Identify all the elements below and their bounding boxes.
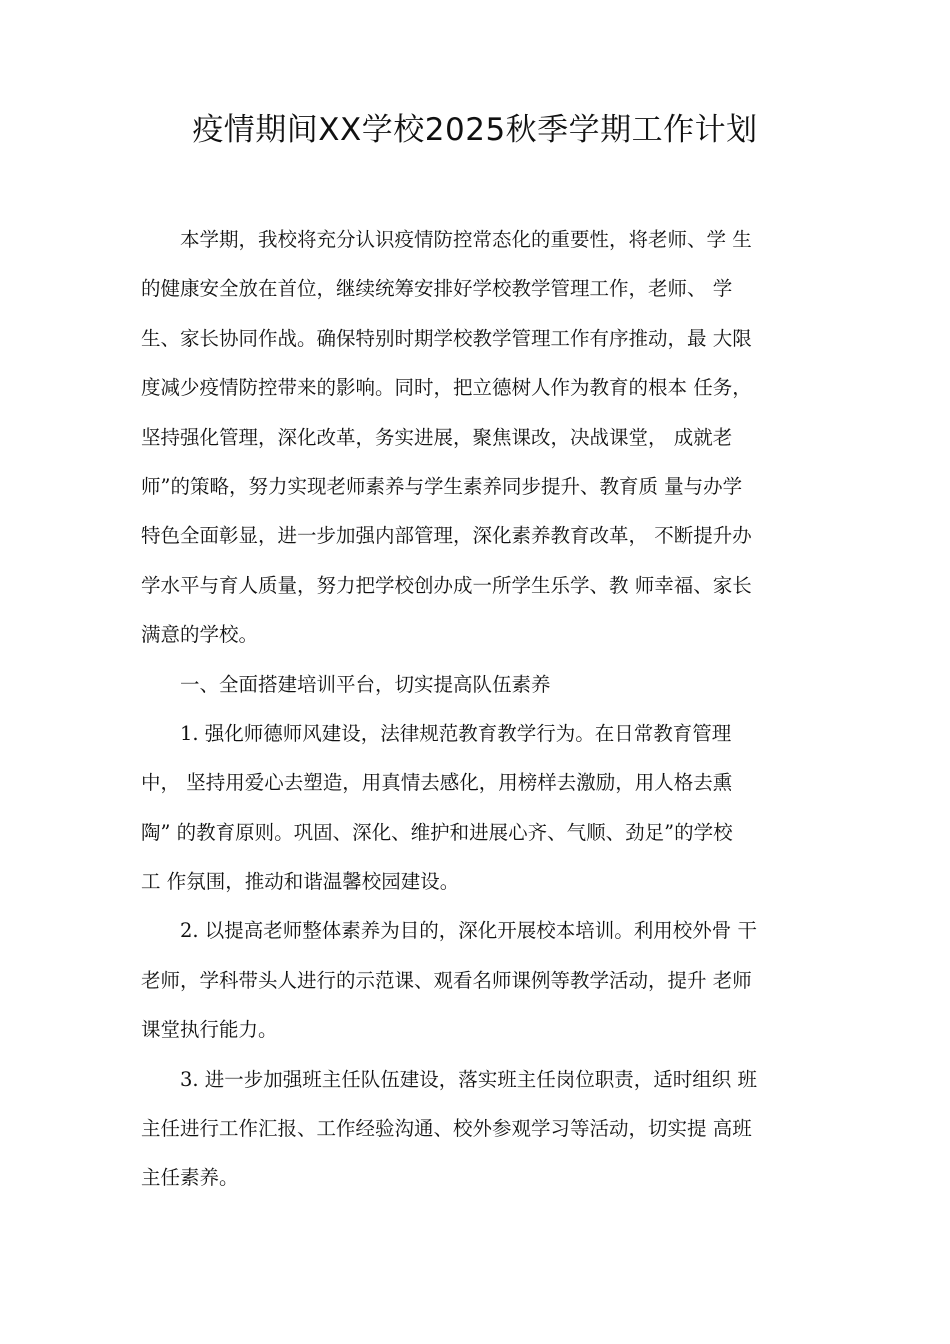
text-line: 3. 进一步加强班主任队伍建设，落实班主任岗位职责，适时组织 班 bbox=[141, 1067, 758, 1091]
text-line: 陶” 的教育原则。巩固、深化、维护和进展心齐、气顺、劲足”的学校 bbox=[141, 820, 733, 844]
text-line: 满意的学校。 bbox=[141, 623, 259, 647]
text-line: 中， 坚持用爱心去塑造，用真情去感化，用榜样去激励，用人格去熏 bbox=[141, 771, 733, 795]
text-line: 学水平与育人质量，努力把学校创办成一所学生乐学、教 师幸福、家长 bbox=[141, 573, 752, 597]
paragraph-item-3 bbox=[141, 1055, 817, 1203]
paragraph-item-2 bbox=[141, 906, 817, 1054]
text-line: 坚持强化管理，深化改革，务实进展，聚焦课改，决战课堂， 成就老 bbox=[141, 425, 733, 449]
text-line: 课堂执行能力。 bbox=[141, 1018, 278, 1042]
text-line: 本学期，我校将充分认识疫情防控常态化的重要性，将老师、学 生 bbox=[141, 228, 752, 251]
text-line: 老师，学科带头人进行的示范课、观看名师课例等教学活动，提升 老师 bbox=[141, 968, 752, 992]
text-line: 特色全面彰显，进一步加强内部管理，深化素养教育改革， 不断提升办 bbox=[141, 524, 752, 548]
text-line: 度减少疫情防控带来的影响。同时，把立德树人作为教育的根本 任务， bbox=[141, 376, 752, 400]
text-line: 主任素养。 bbox=[141, 1166, 239, 1190]
text-line: 师”的策略，努力实现老师素养与学生素养同步提升、教育质 量与办学 bbox=[141, 474, 743, 498]
text-line: 工 作氛围，推动和谐温馨校园建设。 bbox=[141, 870, 460, 894]
text-line: 主任进行工作汇报、工作经验沟通、校外参观学习等活动，切实提 高班 bbox=[141, 1117, 752, 1141]
paragraph-intro bbox=[141, 215, 817, 660]
text-line: 2. 以提高老师整体素养为目的，深化开展校本培训。利用校外骨 干 bbox=[141, 919, 758, 943]
section-heading: 一、全面搭建培训平台，切实提高队伍素养 bbox=[141, 672, 551, 696]
paragraph-item-1 bbox=[141, 709, 817, 907]
section-heading-1 bbox=[141, 660, 817, 709]
text-line: 生、家长协同作战。确保特别时期学校教学管理工作有序推动，最 大限 bbox=[141, 326, 752, 350]
document-body bbox=[141, 215, 817, 1203]
text-line: 1. 强化师德师风建设，法律规范教育教学行为。在日常教育管理 bbox=[141, 721, 732, 745]
document-title: 疫情期间XX学校2025秋季学期工作计划 bbox=[192, 112, 758, 148]
text-line: 的健康安全放在首位，继续统筹安排好学校教学管理工作，老师、 学 bbox=[141, 277, 733, 301]
